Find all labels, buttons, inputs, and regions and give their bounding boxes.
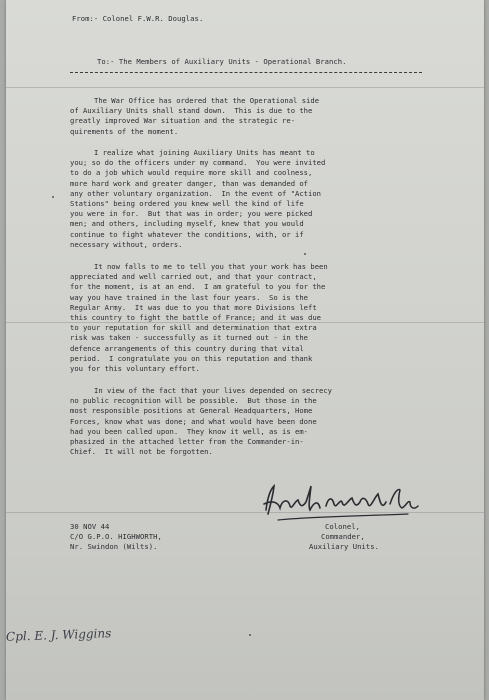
header-divider — [70, 72, 422, 73]
text-line: had you been called upon. They know it well, as is em- — [70, 426, 308, 436]
text-line: you; so do the officers under my command. You were invited — [70, 158, 326, 168]
text-line: Chief. It will not be forgotten. — [70, 447, 213, 457]
text-line: men; and others, including myself, knew that you would — [70, 219, 304, 229]
text-line: way you have trained in the last four years. So is the — [70, 292, 308, 302]
text-line: The War Office has ordered that the Operational side — [94, 96, 320, 105]
signature-image — [258, 480, 428, 522]
text-line: defence arrangements of this country during that vital — [70, 343, 304, 353]
text-line: period. I congratulate you on this reputation and thank — [70, 353, 313, 363]
paragraph-3 — [70, 262, 440, 374]
text-line: In view of the fact that your lives depended on secrecy — [94, 386, 332, 395]
text-line: Stations" being ordered you knew well the kind of life — [70, 199, 304, 209]
text-line: quirements of the moment. — [70, 126, 179, 136]
text-line: It now falls to me to tell you that your work has been — [94, 262, 328, 271]
text-line: you for this voluntary effort. — [70, 364, 200, 374]
handwritten-name: Cpl. E. J. Wiggins — [5, 626, 112, 644]
date-stamp: 30 NOV 44 — [70, 522, 110, 531]
text-line: to do a job which would require more skill and coolness, — [70, 168, 313, 178]
ink-mark — [249, 634, 251, 636]
address-line-1: C/O G.P.O. HIGHWORTH, — [70, 532, 162, 541]
text-line: Forces, know what was done; and what would have been done — [70, 416, 317, 426]
text-line: to your reputation for skill and determination that extra — [70, 323, 317, 333]
text-line: most responsible positions at General Headquarters, Home — [70, 406, 313, 416]
address-line-2: Nr. Swindon (Wilts). — [70, 542, 158, 551]
ink-mark — [304, 253, 306, 255]
text-line: any other voluntary organization. In the event of "Action — [70, 188, 321, 198]
text-line: you were in for. But that was in order; you were picked — [70, 209, 313, 219]
text-line: greatly improved War situation and the strategic re- — [70, 116, 296, 126]
paragraph-4 — [70, 386, 440, 457]
signatory-role: Commander, — [321, 532, 365, 541]
to-line: To:- The Members of Auxiliary Units - Operational Branch. — [97, 57, 347, 66]
text-line: of Auxiliary Units shall stand down. This is due to the — [70, 106, 313, 116]
text-line: necessary without, orders. — [70, 239, 183, 249]
signatory-rank: Colonel, — [325, 522, 361, 531]
fold-line — [6, 87, 484, 88]
text-line: this country to fight the battle of France; and it was due — [70, 313, 321, 323]
paragraph-2 — [70, 148, 440, 250]
text-line: continue to fight whatever the conditions, with, or if — [70, 229, 304, 239]
text-line: phasized in the attached letter from the Commander-in- — [70, 437, 304, 447]
paragraph-1 — [70, 96, 440, 137]
text-line: for the moment, is at an end. I am grateful to you for the — [70, 282, 326, 292]
ink-mark — [52, 196, 54, 198]
text-line: appreciated and well carried out, and that your contract, — [70, 272, 317, 282]
text-line: more hard work and greater danger, than was demanded of — [70, 178, 308, 188]
signatory-unit: Auxiliary Units. — [309, 542, 380, 551]
text-line: risk was taken - successfully as it turned out - in the — [70, 333, 308, 343]
text-line: Regular Army. It was due to you that more Divisions left — [70, 302, 317, 312]
text-line: I realize what joining Auxiliary Units has meant to — [94, 148, 315, 157]
from-line: From:- Colonel F.W.R. Douglas. — [72, 14, 204, 23]
text-line: no public recognition will be possible. But those in the — [70, 396, 317, 406]
